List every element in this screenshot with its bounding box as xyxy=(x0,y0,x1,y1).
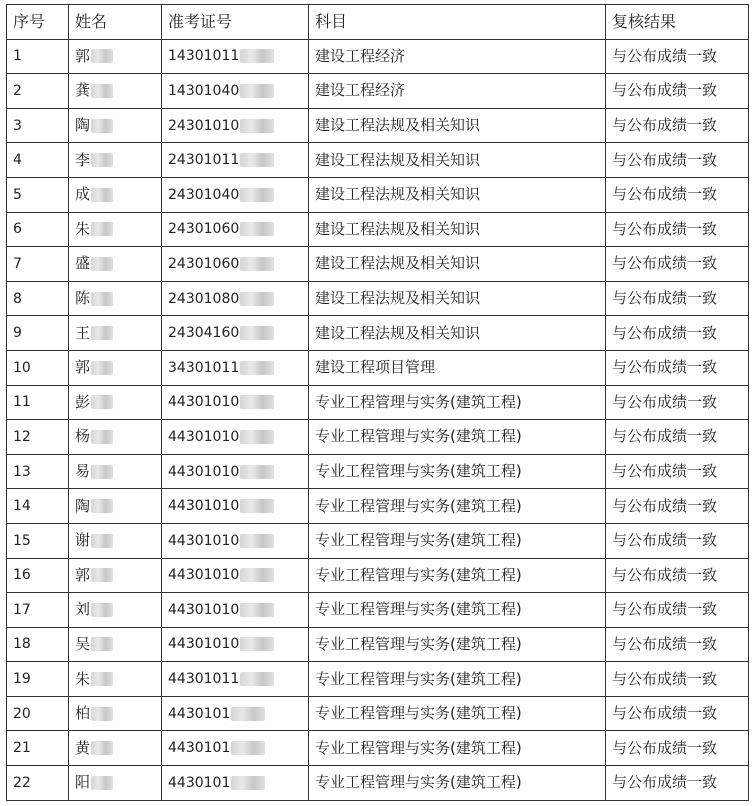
cell-name xyxy=(69,523,162,558)
cell-name-text: 吴 xyxy=(75,634,91,653)
cell-exam-id xyxy=(162,696,309,731)
cell-no-text: 17 xyxy=(13,601,31,618)
cell-name-text: 彭 xyxy=(75,392,91,411)
redaction-blur xyxy=(91,119,113,133)
redaction-blur xyxy=(91,465,113,479)
cell-exam-id xyxy=(162,177,309,212)
redaction-blur xyxy=(91,292,113,306)
cell-exam-id xyxy=(162,39,309,74)
cell-no-text: 11 xyxy=(13,394,31,411)
cell-name xyxy=(69,489,162,524)
cell-exam-id xyxy=(162,662,309,697)
cell-subject xyxy=(309,420,606,455)
redaction-blur xyxy=(91,430,113,444)
cell-subject xyxy=(309,316,606,351)
cell-no-text: 14 xyxy=(13,498,31,515)
cell-no-text: 5 xyxy=(13,186,22,203)
cell-subject xyxy=(309,454,606,489)
cell-name xyxy=(69,731,162,766)
redaction-blur xyxy=(231,741,265,755)
cell-no xyxy=(7,593,69,628)
cell-no xyxy=(7,523,69,558)
cell-no-text: 22 xyxy=(13,774,31,791)
cell-no xyxy=(7,489,69,524)
header-result: 复核结果 xyxy=(606,5,749,40)
cell-subject-text: 建设工程法规及相关知识 xyxy=(315,323,481,342)
cell-no-text: 7 xyxy=(13,255,22,272)
cell-name xyxy=(69,177,162,212)
cell-subject xyxy=(309,558,606,593)
cell-subject xyxy=(309,74,606,109)
cell-name-text: 朱 xyxy=(75,669,91,688)
redaction-blur xyxy=(91,499,113,513)
cell-no-text: 18 xyxy=(13,636,31,653)
cell-no xyxy=(7,108,69,143)
cell-name-text: 郭 xyxy=(75,46,91,65)
cell-exam-id-text: 34301011 xyxy=(168,359,240,376)
cell-name-text: 郭 xyxy=(75,358,91,377)
cell-subject xyxy=(309,489,606,524)
cell-subject-text: 建设工程法规及相关知识 xyxy=(315,185,481,204)
redaction-blur xyxy=(240,603,274,617)
cell-subject xyxy=(309,385,606,420)
cell-result xyxy=(606,454,749,489)
table-row xyxy=(7,39,749,74)
redaction-blur xyxy=(240,361,274,375)
redaction-blur xyxy=(91,534,113,548)
cell-no-text: 15 xyxy=(13,532,31,549)
cell-name-text: 龚 xyxy=(75,81,91,100)
cell-no xyxy=(7,558,69,593)
cell-result xyxy=(606,350,749,385)
cell-subject xyxy=(309,662,606,697)
cell-exam-id-text: 44301010 xyxy=(168,532,240,549)
cell-no-text: 21 xyxy=(13,740,31,757)
cell-no-text: 1 xyxy=(13,48,22,65)
table-row xyxy=(7,523,749,558)
cell-no xyxy=(7,731,69,766)
redaction-blur xyxy=(240,188,274,202)
redaction-blur xyxy=(91,222,113,236)
cell-result-text: 与公布成绩一致 xyxy=(612,565,718,584)
cell-no-text: 16 xyxy=(13,567,31,584)
redaction-blur xyxy=(240,119,274,133)
redaction-blur xyxy=(240,465,274,479)
table-row xyxy=(7,662,749,697)
cell-exam-id-text: 44301011 xyxy=(168,671,240,688)
cell-result xyxy=(606,385,749,420)
cell-no xyxy=(7,39,69,74)
cell-subject xyxy=(309,212,606,247)
redaction-blur xyxy=(231,776,265,790)
table-row xyxy=(7,143,749,178)
cell-no-text: 6 xyxy=(13,221,22,238)
redaction-blur xyxy=(91,257,113,271)
cell-subject-text: 建设工程法规及相关知识 xyxy=(315,254,481,273)
cell-exam-id-text: 14301011 xyxy=(168,48,240,65)
cell-subject-text: 专业工程管理与实务(建筑工程) xyxy=(315,565,522,584)
redaction-blur xyxy=(91,84,113,98)
header-name: 姓名 xyxy=(69,5,162,40)
cell-subject-text: 专业工程管理与实务(建筑工程) xyxy=(315,634,522,653)
cell-exam-id xyxy=(162,731,309,766)
cell-result-text: 与公布成绩一致 xyxy=(612,289,718,308)
cell-subject xyxy=(309,177,606,212)
cell-subject-text: 专业工程管理与实务(建筑工程) xyxy=(315,669,522,688)
cell-result-text: 与公布成绩一致 xyxy=(612,634,718,653)
cell-subject xyxy=(309,350,606,385)
table-row xyxy=(7,593,749,628)
cell-result-text: 与公布成绩一致 xyxy=(612,427,718,446)
cell-no xyxy=(7,74,69,109)
cell-no xyxy=(7,247,69,282)
cell-no xyxy=(7,385,69,420)
redaction-blur xyxy=(91,776,113,790)
cell-name xyxy=(69,39,162,74)
cell-subject xyxy=(309,627,606,662)
cell-no-text: 12 xyxy=(13,428,31,445)
cell-exam-id-text: 4430101 xyxy=(168,774,231,791)
cell-exam-id-text: 24301011 xyxy=(168,152,240,169)
cell-name-text: 王 xyxy=(75,323,91,342)
cell-subject-text: 建设工程法规及相关知识 xyxy=(315,219,481,238)
cell-result-text: 与公布成绩一致 xyxy=(612,254,718,273)
cell-no xyxy=(7,177,69,212)
cell-result-text: 与公布成绩一致 xyxy=(612,704,718,723)
cell-result xyxy=(606,108,749,143)
cell-exam-id xyxy=(162,420,309,455)
cell-result xyxy=(606,696,749,731)
cell-exam-id xyxy=(162,385,309,420)
cell-exam-id-text: 4430101 xyxy=(168,740,231,757)
cell-subject xyxy=(309,696,606,731)
cell-exam-id xyxy=(162,108,309,143)
cell-no-text: 13 xyxy=(13,463,31,480)
cell-subject-text: 建设工程法规及相关知识 xyxy=(315,150,481,169)
cell-exam-id xyxy=(162,350,309,385)
cell-name xyxy=(69,593,162,628)
redaction-blur xyxy=(231,707,265,721)
cell-exam-id-text: 44301010 xyxy=(168,601,240,618)
table-row xyxy=(7,350,749,385)
cell-result-text: 与公布成绩一致 xyxy=(612,358,718,377)
cell-result-text: 与公布成绩一致 xyxy=(612,150,718,169)
cell-no xyxy=(7,350,69,385)
table-row xyxy=(7,212,749,247)
cell-name-text: 陶 xyxy=(75,116,91,135)
cell-subject-text: 专业工程管理与实务(建筑工程) xyxy=(315,773,522,792)
cell-exam-id xyxy=(162,247,309,282)
cell-no xyxy=(7,627,69,662)
redaction-blur xyxy=(240,49,274,63)
table-row xyxy=(7,420,749,455)
redaction-blur xyxy=(240,326,274,340)
redaction-blur xyxy=(91,707,113,721)
cell-result xyxy=(606,523,749,558)
cell-result xyxy=(606,247,749,282)
table-row xyxy=(7,281,749,316)
cell-exam-id-text: 24301080 xyxy=(168,290,240,307)
cell-subject-text: 专业工程管理与实务(建筑工程) xyxy=(315,496,522,515)
cell-exam-id-text: 4430101 xyxy=(168,705,231,722)
cell-result-text: 与公布成绩一致 xyxy=(612,600,718,619)
cell-name xyxy=(69,766,162,801)
cell-result-text: 与公布成绩一致 xyxy=(612,219,718,238)
cell-no-text: 4 xyxy=(13,152,22,169)
cell-subject-text: 专业工程管理与实务(建筑工程) xyxy=(315,427,522,446)
cell-subject-text: 建设工程经济 xyxy=(315,81,406,100)
cell-name xyxy=(69,696,162,731)
cell-name xyxy=(69,627,162,662)
cell-name xyxy=(69,143,162,178)
cell-exam-id xyxy=(162,454,309,489)
redaction-blur xyxy=(91,326,113,340)
redaction-blur xyxy=(240,292,274,306)
table-row xyxy=(7,627,749,662)
cell-no-text: 19 xyxy=(13,671,31,688)
table-header-row xyxy=(7,5,749,40)
cell-result xyxy=(606,39,749,74)
cell-exam-id xyxy=(162,281,309,316)
cell-no-text: 3 xyxy=(13,117,22,134)
cell-result xyxy=(606,281,749,316)
redaction-blur xyxy=(91,361,113,375)
header-subject: 科目 xyxy=(309,5,606,40)
cell-subject-text: 专业工程管理与实务(建筑工程) xyxy=(315,738,522,757)
table-row xyxy=(7,108,749,143)
cell-result xyxy=(606,662,749,697)
cell-result-text: 与公布成绩一致 xyxy=(612,185,718,204)
cell-name xyxy=(69,108,162,143)
cell-result-text: 与公布成绩一致 xyxy=(612,46,718,65)
redaction-blur xyxy=(91,637,113,651)
cell-no xyxy=(7,696,69,731)
cell-exam-id xyxy=(162,143,309,178)
cell-subject xyxy=(309,39,606,74)
table-row xyxy=(7,696,749,731)
cell-result-text: 与公布成绩一致 xyxy=(612,669,718,688)
review-results-table xyxy=(6,4,749,801)
cell-exam-id-text: 44301010 xyxy=(168,428,240,445)
cell-no-text: 9 xyxy=(13,325,22,342)
cell-result-text: 与公布成绩一致 xyxy=(612,462,718,481)
cell-exam-id-text: 14301040 xyxy=(168,82,240,99)
cell-no xyxy=(7,316,69,351)
cell-subject-text: 专业工程管理与实务(建筑工程) xyxy=(315,462,522,481)
cell-result xyxy=(606,316,749,351)
redaction-blur xyxy=(240,637,274,651)
cell-result-text: 与公布成绩一致 xyxy=(612,496,718,515)
cell-subject-text: 专业工程管理与实务(建筑工程) xyxy=(315,392,522,411)
cell-result-text: 与公布成绩一致 xyxy=(612,738,718,757)
cell-result-text: 与公布成绩一致 xyxy=(612,773,718,792)
cell-no-text: 8 xyxy=(13,290,22,307)
cell-exam-id xyxy=(162,627,309,662)
cell-name xyxy=(69,247,162,282)
cell-no xyxy=(7,662,69,697)
cell-subject xyxy=(309,247,606,282)
cell-subject-text: 专业工程管理与实务(建筑工程) xyxy=(315,704,522,723)
cell-subject-text: 专业工程管理与实务(建筑工程) xyxy=(315,600,522,619)
cell-no-text: 10 xyxy=(13,359,31,376)
cell-name-text: 朱 xyxy=(75,219,91,238)
cell-name xyxy=(69,558,162,593)
cell-exam-id-text: 44301010 xyxy=(168,394,240,411)
redaction-blur xyxy=(91,672,113,686)
cell-exam-id xyxy=(162,316,309,351)
cell-no xyxy=(7,281,69,316)
redaction-blur xyxy=(240,430,274,444)
cell-name-text: 盛 xyxy=(75,254,91,273)
cell-no xyxy=(7,454,69,489)
cell-exam-id-text: 24301060 xyxy=(168,255,240,272)
cell-name xyxy=(69,420,162,455)
cell-name-text: 陈 xyxy=(75,289,91,308)
cell-result xyxy=(606,766,749,801)
cell-subject xyxy=(309,593,606,628)
cell-name xyxy=(69,316,162,351)
cell-subject xyxy=(309,108,606,143)
redaction-blur xyxy=(91,568,113,582)
cell-subject-text: 建设工程经济 xyxy=(315,46,406,65)
redaction-blur xyxy=(240,153,274,167)
cell-exam-id-text: 44301010 xyxy=(168,636,240,653)
cell-result-text: 与公布成绩一致 xyxy=(612,323,718,342)
cell-exam-id-text: 24304160 xyxy=(168,325,240,342)
table-row xyxy=(7,74,749,109)
cell-no xyxy=(7,143,69,178)
redaction-blur xyxy=(91,49,113,63)
cell-name xyxy=(69,74,162,109)
cell-subject-text: 建设工程项目管理 xyxy=(315,358,436,377)
redaction-blur xyxy=(91,395,113,409)
table-row xyxy=(7,454,749,489)
cell-subject xyxy=(309,731,606,766)
cell-result xyxy=(606,489,749,524)
cell-exam-id-text: 44301010 xyxy=(168,498,240,515)
cell-name-text: 成 xyxy=(75,185,91,204)
table-row xyxy=(7,385,749,420)
cell-exam-id xyxy=(162,74,309,109)
cell-name-text: 刘 xyxy=(75,600,91,619)
cell-subject-text: 专业工程管理与实务(建筑工程) xyxy=(315,531,522,550)
cell-exam-id xyxy=(162,523,309,558)
table-row xyxy=(7,731,749,766)
cell-result xyxy=(606,143,749,178)
cell-name-text: 谢 xyxy=(75,531,91,550)
cell-subject-text: 建设工程法规及相关知识 xyxy=(315,289,481,308)
cell-name xyxy=(69,662,162,697)
cell-name xyxy=(69,212,162,247)
cell-result xyxy=(606,420,749,455)
cell-exam-id xyxy=(162,489,309,524)
cell-name-text: 黄 xyxy=(75,738,91,757)
cell-name-text: 郭 xyxy=(75,565,91,584)
cell-exam-id-text: 44301010 xyxy=(168,567,240,584)
redaction-blur xyxy=(240,672,274,686)
cell-no-text: 20 xyxy=(13,705,31,722)
cell-result-text: 与公布成绩一致 xyxy=(612,531,718,550)
cell-name-text: 柏 xyxy=(75,704,91,723)
redaction-blur xyxy=(91,603,113,617)
cell-exam-id-text: 44301010 xyxy=(168,463,240,480)
cell-no xyxy=(7,212,69,247)
cell-name xyxy=(69,281,162,316)
cell-result-text: 与公布成绩一致 xyxy=(612,116,718,135)
cell-result-text: 与公布成绩一致 xyxy=(612,81,718,100)
cell-subject-text: 建设工程法规及相关知识 xyxy=(315,116,481,135)
redaction-blur xyxy=(240,222,274,236)
redaction-blur xyxy=(240,395,274,409)
redaction-blur xyxy=(240,568,274,582)
cell-result xyxy=(606,558,749,593)
cell-subject xyxy=(309,281,606,316)
cell-result xyxy=(606,731,749,766)
cell-exam-id xyxy=(162,766,309,801)
redaction-blur xyxy=(240,499,274,513)
cell-name-text: 陶 xyxy=(75,496,91,515)
header-exam-id: 准考证号 xyxy=(162,5,309,40)
redaction-blur xyxy=(240,257,274,271)
cell-name-text: 李 xyxy=(75,150,91,169)
redaction-blur xyxy=(240,84,274,98)
table-row xyxy=(7,247,749,282)
cell-subject xyxy=(309,143,606,178)
redaction-blur xyxy=(240,534,274,548)
cell-result xyxy=(606,177,749,212)
cell-name xyxy=(69,385,162,420)
cell-name-text: 易 xyxy=(75,462,91,481)
redaction-blur xyxy=(91,188,113,202)
cell-exam-id xyxy=(162,593,309,628)
cell-result-text: 与公布成绩一致 xyxy=(612,392,718,411)
header-no: 序号 xyxy=(7,5,69,40)
table-row xyxy=(7,316,749,351)
cell-name xyxy=(69,454,162,489)
redaction-blur xyxy=(91,741,113,755)
cell-exam-id-text: 24301010 xyxy=(168,117,240,134)
cell-result xyxy=(606,593,749,628)
cell-result xyxy=(606,627,749,662)
cell-exam-id xyxy=(162,212,309,247)
cell-exam-id-text: 24301060 xyxy=(168,221,240,238)
cell-subject xyxy=(309,523,606,558)
table-row xyxy=(7,558,749,593)
cell-exam-id xyxy=(162,558,309,593)
cell-name xyxy=(69,350,162,385)
cell-no xyxy=(7,766,69,801)
cell-result xyxy=(606,74,749,109)
cell-no xyxy=(7,420,69,455)
cell-exam-id-text: 24301040 xyxy=(168,186,240,203)
cell-subject xyxy=(309,766,606,801)
redaction-blur xyxy=(91,153,113,167)
cell-result xyxy=(606,212,749,247)
cell-no-text: 2 xyxy=(13,82,22,99)
table-row xyxy=(7,766,749,801)
cell-name-text: 杨 xyxy=(75,427,91,446)
table-row xyxy=(7,177,749,212)
table-row xyxy=(7,489,749,524)
cell-name-text: 阳 xyxy=(75,773,91,792)
